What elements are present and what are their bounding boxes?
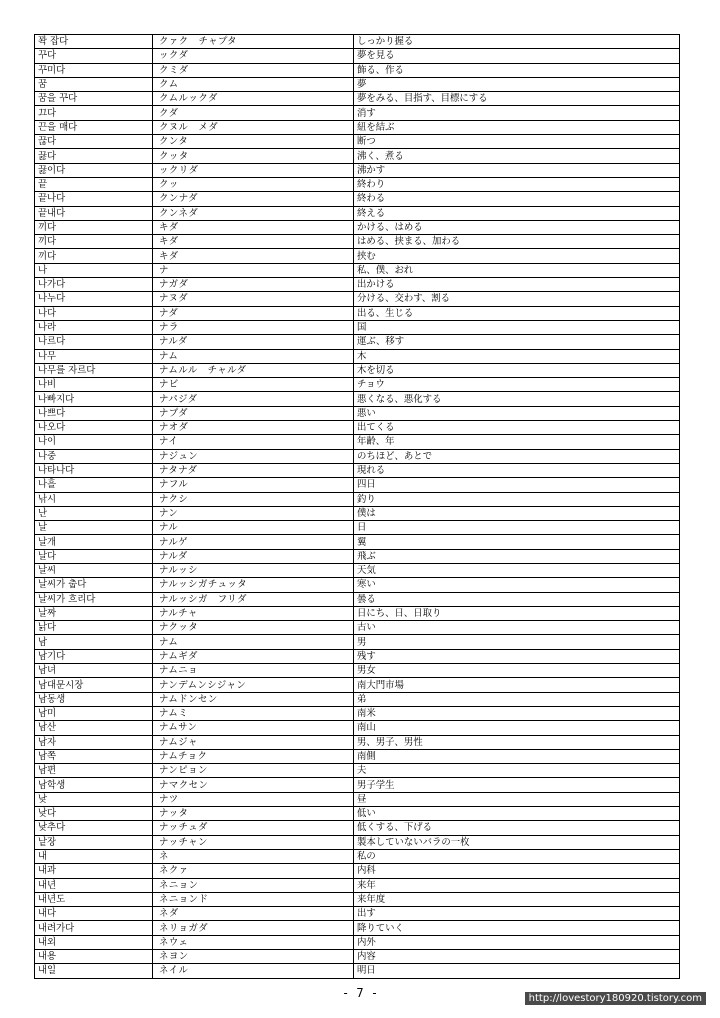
katakana-reading-cell: ナガダ bbox=[153, 278, 354, 292]
table-row bbox=[35, 463, 680, 477]
japanese-meaning-cell: 曇る bbox=[354, 592, 680, 606]
katakana-reading-cell: ネウェ bbox=[153, 935, 354, 949]
korean-word-cell: 나라 bbox=[35, 320, 153, 334]
table-row bbox=[35, 950, 680, 964]
table-row bbox=[35, 478, 680, 492]
table-row bbox=[35, 421, 680, 435]
japanese-meaning-cell: 男 bbox=[354, 635, 680, 649]
japanese-meaning-cell: 南大門市場 bbox=[354, 678, 680, 692]
table-row bbox=[35, 778, 680, 792]
korean-word-cell: 날개 bbox=[35, 535, 153, 549]
katakana-reading-cell: ナム bbox=[153, 349, 354, 363]
japanese-meaning-cell: 来年 bbox=[354, 878, 680, 892]
korean-word-cell: 낮다 bbox=[35, 807, 153, 821]
table-row bbox=[35, 621, 680, 635]
katakana-reading-cell: ナムニョ bbox=[153, 664, 354, 678]
katakana-reading-cell: クンタ bbox=[153, 135, 354, 149]
table-row bbox=[35, 635, 680, 649]
japanese-meaning-cell: 夢 bbox=[354, 77, 680, 91]
table-row bbox=[35, 878, 680, 892]
katakana-reading-cell: ナンデムンシジャン bbox=[153, 678, 354, 692]
katakana-reading-cell: ナクッタ bbox=[153, 621, 354, 635]
table-row bbox=[35, 692, 680, 706]
table-row bbox=[35, 835, 680, 849]
table-row bbox=[35, 578, 680, 592]
table-row bbox=[35, 292, 680, 306]
katakana-reading-cell: キダ bbox=[153, 235, 354, 249]
korean-word-cell: 끓다 bbox=[35, 149, 153, 163]
japanese-meaning-cell: 現れる bbox=[354, 463, 680, 477]
korean-word-cell: 나르다 bbox=[35, 335, 153, 349]
japanese-meaning-cell: 挟む bbox=[354, 249, 680, 263]
katakana-reading-cell: ナラ bbox=[153, 320, 354, 334]
korean-word-cell: 나타나다 bbox=[35, 463, 153, 477]
table-row bbox=[35, 49, 680, 63]
korean-word-cell: 낚시 bbox=[35, 492, 153, 506]
katakana-reading-cell: ネ bbox=[153, 849, 354, 863]
katakana-reading-cell: キダ bbox=[153, 249, 354, 263]
korean-word-cell: 날짜 bbox=[35, 606, 153, 620]
table-row bbox=[35, 378, 680, 392]
table-row bbox=[35, 592, 680, 606]
katakana-reading-cell: ネダ bbox=[153, 907, 354, 921]
katakana-reading-cell: キダ bbox=[153, 220, 354, 234]
katakana-reading-cell: ックリダ bbox=[153, 163, 354, 177]
katakana-reading-cell: ナルッシ bbox=[153, 563, 354, 577]
japanese-meaning-cell: 翼 bbox=[354, 535, 680, 549]
table-row bbox=[35, 935, 680, 949]
japanese-meaning-cell: はめる、挟まる、加わる bbox=[354, 235, 680, 249]
japanese-meaning-cell: 終わる bbox=[354, 192, 680, 206]
korean-word-cell: 끈을 매다 bbox=[35, 120, 153, 134]
japanese-meaning-cell: チョウ bbox=[354, 378, 680, 392]
japanese-meaning-cell: 降りていく bbox=[354, 921, 680, 935]
table-row bbox=[35, 406, 680, 420]
japanese-meaning-cell: 内容 bbox=[354, 950, 680, 964]
korean-word-cell: 끝내다 bbox=[35, 206, 153, 220]
japanese-meaning-cell: 出す bbox=[354, 907, 680, 921]
katakana-reading-cell: クダ bbox=[153, 106, 354, 120]
katakana-reading-cell: ナッタ bbox=[153, 807, 354, 821]
korean-word-cell: 나누다 bbox=[35, 292, 153, 306]
japanese-meaning-cell: 昼 bbox=[354, 792, 680, 806]
table-row bbox=[35, 821, 680, 835]
korean-word-cell: 내과 bbox=[35, 864, 153, 878]
japanese-meaning-cell: 分ける、交わす、割る bbox=[354, 292, 680, 306]
korean-word-cell: 남녀 bbox=[35, 664, 153, 678]
korean-word-cell: 나중 bbox=[35, 449, 153, 463]
korean-word-cell: 내다 bbox=[35, 907, 153, 921]
korean-word-cell: 꿈 bbox=[35, 77, 153, 91]
katakana-reading-cell: ネヨン bbox=[153, 950, 354, 964]
table-row bbox=[35, 306, 680, 320]
katakana-reading-cell: ナフル bbox=[153, 478, 354, 492]
table-row bbox=[35, 506, 680, 520]
katakana-reading-cell: ナルッシガチュッタ bbox=[153, 578, 354, 592]
katakana-reading-cell: ナルチャ bbox=[153, 606, 354, 620]
table-row bbox=[35, 435, 680, 449]
katakana-reading-cell: ナオダ bbox=[153, 421, 354, 435]
japanese-meaning-cell: 夢をみる、目指す、目標にする bbox=[354, 92, 680, 106]
table-row bbox=[35, 63, 680, 77]
korean-word-cell: 내 bbox=[35, 849, 153, 863]
korean-word-cell: 내려가다 bbox=[35, 921, 153, 935]
table-row bbox=[35, 163, 680, 177]
katakana-reading-cell: ナル bbox=[153, 521, 354, 535]
korean-word-cell: 나무를 자르다 bbox=[35, 363, 153, 377]
table-row bbox=[35, 549, 680, 563]
korean-word-cell: 나비 bbox=[35, 378, 153, 392]
korean-word-cell: 나 bbox=[35, 263, 153, 277]
table-row bbox=[35, 77, 680, 91]
korean-word-cell: 남 bbox=[35, 635, 153, 649]
korean-word-cell: 날 bbox=[35, 521, 153, 535]
katakana-reading-cell: ネニョンド bbox=[153, 892, 354, 906]
japanese-meaning-cell: 製本していないバラの一枚 bbox=[354, 835, 680, 849]
japanese-meaning-cell: 終える bbox=[354, 206, 680, 220]
katakana-reading-cell: クッ bbox=[153, 177, 354, 191]
japanese-meaning-cell: 南側 bbox=[354, 749, 680, 763]
katakana-reading-cell: ナムジャ bbox=[153, 735, 354, 749]
table-row bbox=[35, 392, 680, 406]
japanese-meaning-cell: 男、男子、男性 bbox=[354, 735, 680, 749]
korean-word-cell: 남쪽 bbox=[35, 749, 153, 763]
japanese-meaning-cell: 運ぶ、移す bbox=[354, 335, 680, 349]
table-row bbox=[35, 278, 680, 292]
table-row bbox=[35, 92, 680, 106]
japanese-meaning-cell: 低い bbox=[354, 807, 680, 821]
japanese-meaning-cell: 南米 bbox=[354, 706, 680, 720]
korean-word-cell: 남기다 bbox=[35, 649, 153, 663]
korean-word-cell: 나가다 bbox=[35, 278, 153, 292]
korean-word-cell: 난 bbox=[35, 506, 153, 520]
table-row bbox=[35, 721, 680, 735]
katakana-reading-cell: ナン bbox=[153, 506, 354, 520]
katakana-reading-cell: ナムギダ bbox=[153, 649, 354, 663]
korean-word-cell: 나쁘다 bbox=[35, 406, 153, 420]
katakana-reading-cell: クンネダ bbox=[153, 206, 354, 220]
vocabulary-table bbox=[34, 34, 680, 979]
korean-word-cell: 나이 bbox=[35, 435, 153, 449]
table-row bbox=[35, 220, 680, 234]
table-row bbox=[35, 606, 680, 620]
korean-word-cell: 내외 bbox=[35, 935, 153, 949]
table-row bbox=[35, 907, 680, 921]
table-row bbox=[35, 263, 680, 277]
korean-word-cell: 낡다 bbox=[35, 621, 153, 635]
table-row bbox=[35, 563, 680, 577]
table-row bbox=[35, 363, 680, 377]
korean-word-cell: 끼다 bbox=[35, 235, 153, 249]
japanese-meaning-cell: 寒い bbox=[354, 578, 680, 592]
korean-word-cell: 날씨 bbox=[35, 563, 153, 577]
table-row bbox=[35, 521, 680, 535]
japanese-meaning-cell: 出てくる bbox=[354, 421, 680, 435]
japanese-meaning-cell: 日 bbox=[354, 521, 680, 535]
japanese-meaning-cell: 僕は bbox=[354, 506, 680, 520]
korean-word-cell: 끼다 bbox=[35, 220, 153, 234]
korean-word-cell: 끼다 bbox=[35, 249, 153, 263]
table-row bbox=[35, 492, 680, 506]
korean-word-cell: 날씨가 춥다 bbox=[35, 578, 153, 592]
korean-word-cell: 나무 bbox=[35, 349, 153, 363]
korean-word-cell: 남미 bbox=[35, 706, 153, 720]
japanese-meaning-cell: 飾る、作る bbox=[354, 63, 680, 77]
japanese-meaning-cell: 木を切る bbox=[354, 363, 680, 377]
katakana-reading-cell: ナルゲ bbox=[153, 535, 354, 549]
korean-word-cell: 낱장 bbox=[35, 835, 153, 849]
table-row bbox=[35, 864, 680, 878]
table-row bbox=[35, 649, 680, 663]
page-number: - 7 - bbox=[341, 986, 379, 1000]
korean-word-cell: 끓이다 bbox=[35, 163, 153, 177]
table-row bbox=[35, 177, 680, 191]
korean-word-cell: 꾸다 bbox=[35, 49, 153, 63]
korean-word-cell: 끝나다 bbox=[35, 192, 153, 206]
korean-word-cell: 내일 bbox=[35, 964, 153, 978]
katakana-reading-cell: クッタ bbox=[153, 149, 354, 163]
table-row bbox=[35, 664, 680, 678]
korean-word-cell: 낮추다 bbox=[35, 821, 153, 835]
korean-word-cell: 나다 bbox=[35, 306, 153, 320]
katakana-reading-cell: ナルダ bbox=[153, 335, 354, 349]
katakana-reading-cell: ナムドンセン bbox=[153, 692, 354, 706]
table-row bbox=[35, 120, 680, 134]
japanese-meaning-cell: 男女 bbox=[354, 664, 680, 678]
table-row bbox=[35, 106, 680, 120]
katakana-reading-cell: ネクァ bbox=[153, 864, 354, 878]
katakana-reading-cell: ナプダ bbox=[153, 406, 354, 420]
katakana-reading-cell: ナパジダ bbox=[153, 392, 354, 406]
katakana-reading-cell: ナルダ bbox=[153, 549, 354, 563]
korean-word-cell: 내년도 bbox=[35, 892, 153, 906]
japanese-meaning-cell: のちほど、あとで bbox=[354, 449, 680, 463]
table-row bbox=[35, 921, 680, 935]
japanese-meaning-cell: 沸く、煮る bbox=[354, 149, 680, 163]
katakana-reading-cell: クム bbox=[153, 77, 354, 91]
japanese-meaning-cell: 内科 bbox=[354, 864, 680, 878]
table-row bbox=[35, 320, 680, 334]
watermark-url: http://lovestory180920.tistory.com bbox=[525, 992, 706, 1005]
katakana-reading-cell: ナダ bbox=[153, 306, 354, 320]
katakana-reading-cell: ナムミ bbox=[153, 706, 354, 720]
katakana-reading-cell: ナタナダ bbox=[153, 463, 354, 477]
korean-word-cell: 날씨가 흐리다 bbox=[35, 592, 153, 606]
katakana-reading-cell: ナ bbox=[153, 263, 354, 277]
table-row bbox=[35, 792, 680, 806]
japanese-meaning-cell: 四日 bbox=[354, 478, 680, 492]
japanese-meaning-cell: 私の bbox=[354, 849, 680, 863]
katakana-reading-cell: ックダ bbox=[153, 49, 354, 63]
japanese-meaning-cell: 南山 bbox=[354, 721, 680, 735]
japanese-meaning-cell: 出かける bbox=[354, 278, 680, 292]
japanese-meaning-cell: 天気 bbox=[354, 563, 680, 577]
japanese-meaning-cell: しっかり握る bbox=[354, 35, 680, 49]
table-row bbox=[35, 892, 680, 906]
katakana-reading-cell: ナイ bbox=[153, 435, 354, 449]
table-row bbox=[35, 249, 680, 263]
katakana-reading-cell: ナジュン bbox=[153, 449, 354, 463]
japanese-meaning-cell: 明日 bbox=[354, 964, 680, 978]
japanese-meaning-cell: かける、はめる bbox=[354, 220, 680, 234]
katakana-reading-cell: ナム bbox=[153, 635, 354, 649]
table-row bbox=[35, 735, 680, 749]
japanese-meaning-cell: 出る、生じる bbox=[354, 306, 680, 320]
katakana-reading-cell: ナムサン bbox=[153, 721, 354, 735]
korean-word-cell: 꾸미다 bbox=[35, 63, 153, 77]
korean-word-cell: 남학생 bbox=[35, 778, 153, 792]
katakana-reading-cell: ナツ bbox=[153, 792, 354, 806]
table-row bbox=[35, 449, 680, 463]
korean-word-cell: 남동생 bbox=[35, 692, 153, 706]
table-row bbox=[35, 135, 680, 149]
katakana-reading-cell: ナヌダ bbox=[153, 292, 354, 306]
korean-word-cell: 끝 bbox=[35, 177, 153, 191]
korean-word-cell: 끄다 bbox=[35, 106, 153, 120]
table-row bbox=[35, 206, 680, 220]
japanese-meaning-cell: 弟 bbox=[354, 692, 680, 706]
table-row bbox=[35, 764, 680, 778]
korean-word-cell: 날다 bbox=[35, 549, 153, 563]
korean-word-cell: 남편 bbox=[35, 764, 153, 778]
table-row bbox=[35, 349, 680, 363]
table-row bbox=[35, 749, 680, 763]
katakana-reading-cell: ナッチャン bbox=[153, 835, 354, 849]
korean-word-cell: 내년 bbox=[35, 878, 153, 892]
table-row bbox=[35, 706, 680, 720]
katakana-reading-cell: ネリョガダ bbox=[153, 921, 354, 935]
korean-word-cell: 꽉 잡다 bbox=[35, 35, 153, 49]
japanese-meaning-cell: 悪い bbox=[354, 406, 680, 420]
table-row bbox=[35, 335, 680, 349]
japanese-meaning-cell: 悪くなる、悪化する bbox=[354, 392, 680, 406]
japanese-meaning-cell: 内外 bbox=[354, 935, 680, 949]
katakana-reading-cell: ナクシ bbox=[153, 492, 354, 506]
vocabulary-table-body bbox=[35, 35, 680, 979]
korean-word-cell: 남산 bbox=[35, 721, 153, 735]
japanese-meaning-cell: 低くする、下げる bbox=[354, 821, 680, 835]
japanese-meaning-cell: 沸かす bbox=[354, 163, 680, 177]
katakana-reading-cell: クムルックダ bbox=[153, 92, 354, 106]
japanese-meaning-cell: 木 bbox=[354, 349, 680, 363]
katakana-reading-cell: クンナダ bbox=[153, 192, 354, 206]
katakana-reading-cell: ナルッシガ フリダ bbox=[153, 592, 354, 606]
katakana-reading-cell: ナムルル チャルダ bbox=[153, 363, 354, 377]
japanese-meaning-cell: 来年度 bbox=[354, 892, 680, 906]
korean-word-cell: 끊다 bbox=[35, 135, 153, 149]
japanese-meaning-cell: 紐を結ぶ bbox=[354, 120, 680, 134]
japanese-meaning-cell: 残す bbox=[354, 649, 680, 663]
katakana-reading-cell: ネニョン bbox=[153, 878, 354, 892]
table-row bbox=[35, 235, 680, 249]
korean-word-cell: 나오다 bbox=[35, 421, 153, 435]
korean-word-cell: 남대문시장 bbox=[35, 678, 153, 692]
korean-word-cell: 내용 bbox=[35, 950, 153, 964]
japanese-meaning-cell: 国 bbox=[354, 320, 680, 334]
korean-word-cell: 나흘 bbox=[35, 478, 153, 492]
table-row bbox=[35, 849, 680, 863]
japanese-meaning-cell: 断つ bbox=[354, 135, 680, 149]
katakana-reading-cell: ネイル bbox=[153, 964, 354, 978]
table-row bbox=[35, 678, 680, 692]
table-row bbox=[35, 535, 680, 549]
japanese-meaning-cell: 夢を見る bbox=[354, 49, 680, 63]
katakana-reading-cell: ナッチュダ bbox=[153, 821, 354, 835]
table-row bbox=[35, 192, 680, 206]
japanese-meaning-cell: 飛ぶ bbox=[354, 549, 680, 563]
japanese-meaning-cell: 釣り bbox=[354, 492, 680, 506]
katakana-reading-cell: クァク チャプタ bbox=[153, 35, 354, 49]
korean-word-cell: 나빠지다 bbox=[35, 392, 153, 406]
japanese-meaning-cell: 終わり bbox=[354, 177, 680, 191]
japanese-meaning-cell: 私、僕、おれ bbox=[354, 263, 680, 277]
japanese-meaning-cell: 消す bbox=[354, 106, 680, 120]
table-row bbox=[35, 807, 680, 821]
katakana-reading-cell: ナビ bbox=[153, 378, 354, 392]
japanese-meaning-cell: 夫 bbox=[354, 764, 680, 778]
katakana-reading-cell: ナマクセン bbox=[153, 778, 354, 792]
table-row bbox=[35, 35, 680, 49]
table-row bbox=[35, 964, 680, 978]
korean-word-cell: 꿈을 꾸다 bbox=[35, 92, 153, 106]
korean-word-cell: 낮 bbox=[35, 792, 153, 806]
katakana-reading-cell: ナムチョク bbox=[153, 749, 354, 763]
katakana-reading-cell: ナンピョン bbox=[153, 764, 354, 778]
japanese-meaning-cell: 日にち、日、日取り bbox=[354, 606, 680, 620]
japanese-meaning-cell: 古い bbox=[354, 621, 680, 635]
katakana-reading-cell: クミダ bbox=[153, 63, 354, 77]
katakana-reading-cell: クヌル メダ bbox=[153, 120, 354, 134]
korean-word-cell: 남자 bbox=[35, 735, 153, 749]
japanese-meaning-cell: 年齢、年 bbox=[354, 435, 680, 449]
japanese-meaning-cell: 男子学生 bbox=[354, 778, 680, 792]
table-row bbox=[35, 149, 680, 163]
